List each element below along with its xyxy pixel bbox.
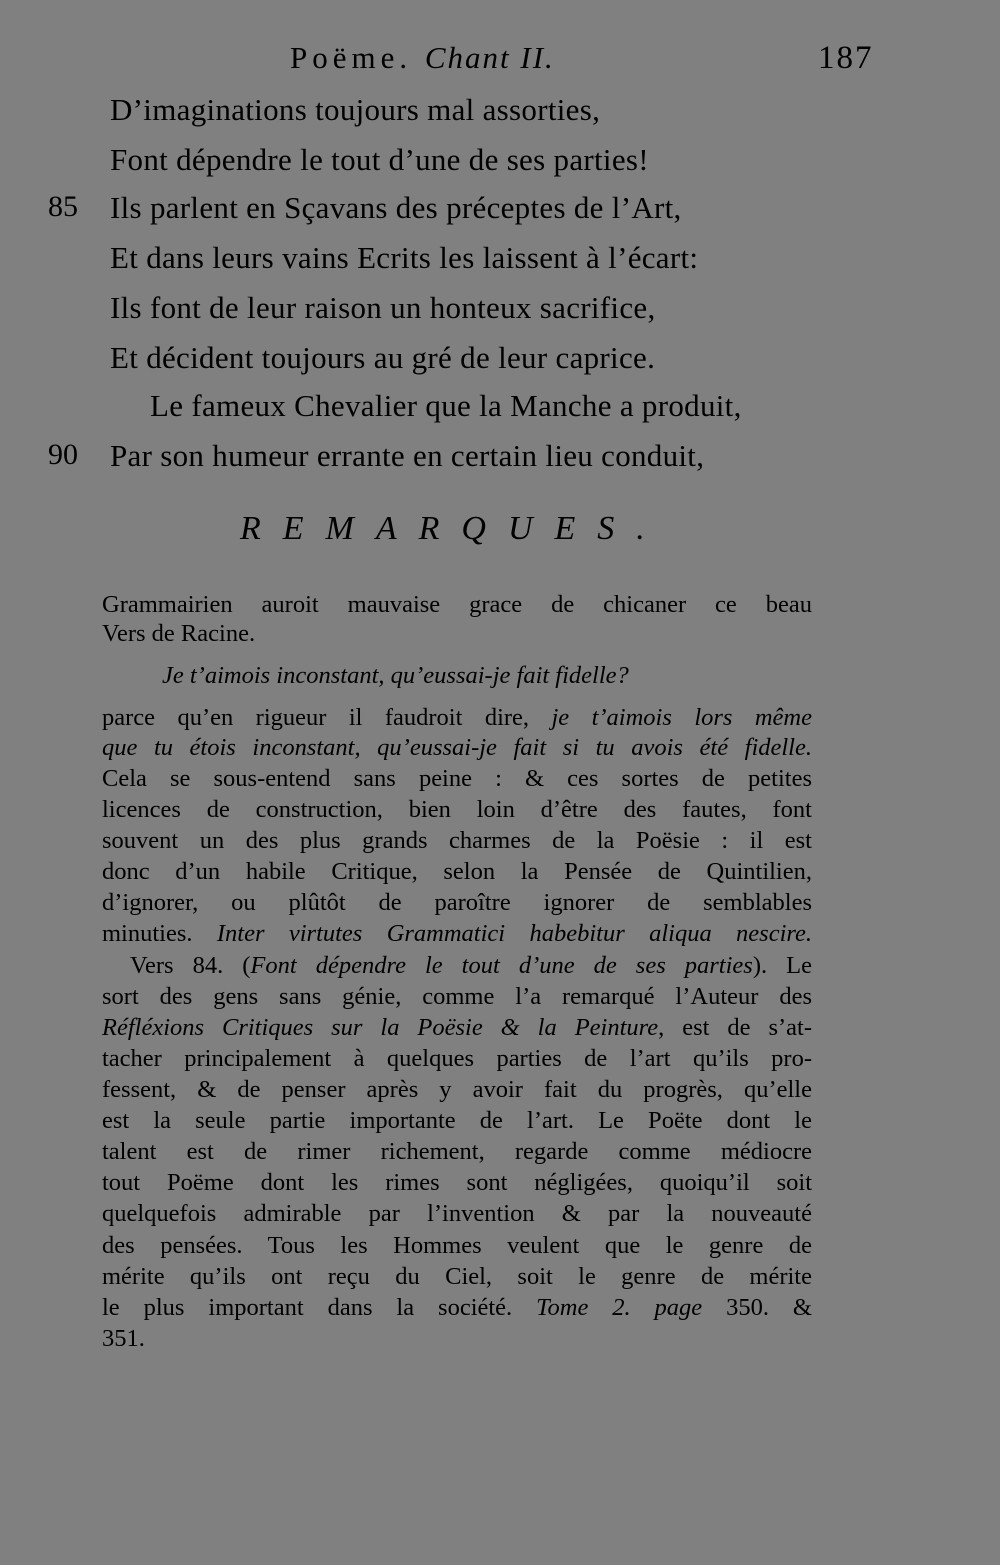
page-number: 187: [818, 40, 874, 76]
remark-line: Grammairien auroit mauvaise grace de chicaner ce beau: [102, 591, 812, 618]
remark-line: que tu étois inconstant, qu’eussai-je fait si tu avois été fidelle.: [102, 734, 812, 761]
verse-line: Et dans leurs vains Ecrits les laissent à l’écart:: [110, 240, 699, 275]
running-header-roman: Poëme.: [290, 40, 413, 75]
remark-line: minuties. Inter virtutes Grammatici habebitur aliqua nescire.: [102, 920, 813, 947]
remark-line: est la seule partie importante de l’art. Le Poëte dont le: [102, 1107, 812, 1134]
verse-line: D’imaginations toujours mal assorties,: [110, 92, 601, 127]
running-header-italic: Chant II.: [424, 40, 555, 75]
verse-line: Le fameux Chevalier que la Manche a produit,: [150, 388, 742, 423]
remark-line: tacher principalement à quelques parties de l’art qu’ils pro-: [102, 1045, 812, 1072]
remark-line: souvent un des plus grands charmes de la Poësie : il est: [102, 827, 812, 854]
verse-line: Ils font de leur raison un honteux sacrifice,: [110, 290, 656, 325]
remark-line: talent est de rimer richement, regarde comme médiocre: [102, 1138, 812, 1165]
remark-line: quelquefois admirable par l’invention & par la nouveauté: [102, 1200, 812, 1227]
line-number: 85: [48, 190, 78, 223]
remarques-heading: REMARQUES.: [240, 510, 667, 547]
remark-line: mérite qu’ils ont reçu du Ciel, soit le genre de mérite: [102, 1263, 812, 1290]
remark-line: d’ignorer, ou plûtôt de paroître ignorer de semblables: [102, 889, 812, 916]
quoted-verse: Je t’aimois inconstant, qu’eussai-je fait fidelle?: [162, 662, 629, 689]
remark-line: Vers 84. (Font dépendre le tout d’une de ses parties). Le: [130, 952, 812, 979]
remark-line: donc d’un habile Critique, selon la Pensée de Quintilien,: [102, 858, 812, 885]
remark-line: tout Poëme dont les rimes sont négligées, quoiqu’il soit: [102, 1169, 812, 1196]
remark-line: Vers de Racine.: [102, 620, 256, 647]
verse-line: Font dépendre le tout d’une de ses parties!: [110, 142, 649, 177]
remark-line: sort des gens sans génie, comme l’a remarqué l’Auteur des: [102, 983, 812, 1010]
running-header: [290, 40, 555, 76]
verse-line: Par son humeur errante en certain lieu conduit,: [110, 438, 705, 473]
verse-line: Ils parlent en Sçavans des préceptes de l’Art,: [110, 190, 682, 225]
remark-line: Cela se sous-entend sans peine : & ces sortes de petites: [102, 765, 812, 792]
remark-line: parce qu’en rigueur il faudroit dire, je t’aimois lors même: [102, 704, 812, 731]
verse-line: Et décident toujours au gré de leur caprice.: [110, 340, 656, 375]
remark-line: Réfléxions Critiques sur la Poësie & la Peinture, est de s’at-: [102, 1014, 813, 1041]
remark-line: fessent, & de penser après y avoir fait du progrès, qu’elle: [102, 1076, 812, 1103]
remark-line: le plus important dans la société. Tome 2. page 350. &: [102, 1294, 812, 1321]
remark-line: licences de construction, bien loin d’être des fautes, font: [102, 796, 812, 823]
remark-line: 351.: [102, 1325, 145, 1352]
line-number: 90: [48, 438, 78, 471]
remark-line: des pensées. Tous les Hommes veulent que le genre de: [102, 1232, 812, 1259]
